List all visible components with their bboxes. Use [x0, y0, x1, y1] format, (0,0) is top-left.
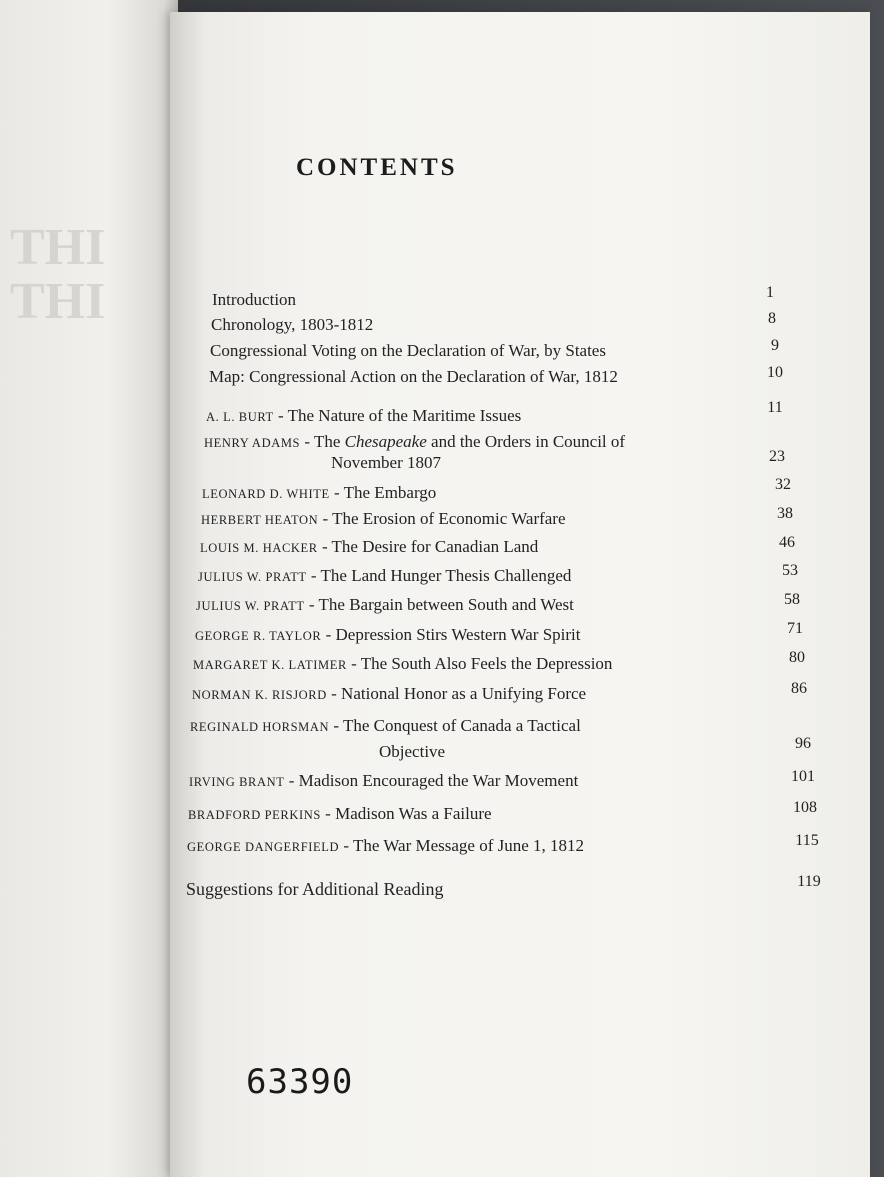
toc-page-number: 86	[791, 680, 807, 697]
toc-entry-title-italic: Chesapeake	[344, 432, 427, 451]
toc-page-number: 53	[782, 562, 798, 579]
toc-entry-title: Madison Encouraged the War Movement	[298, 771, 579, 790]
toc-author: MARGARET K. LATIMER	[193, 658, 347, 672]
toc-author: HENRY ADAMS	[204, 436, 301, 450]
toc-entry-title: Depression Stirs Western War Spirit	[335, 625, 581, 644]
toc-author: A. L. BURT	[206, 410, 274, 424]
page-title: CONTENTS	[296, 154, 458, 181]
toc-entry: JULIUS W. PRATT - The Land Hunger Thesis Challenged 53	[170, 566, 870, 594]
left-page	[0, 0, 178, 1177]
toc-entry	[170, 873, 870, 907]
toc-page-number: 8	[768, 310, 776, 327]
toc-entry-title: The Erosion of Economic Warfare	[332, 509, 566, 528]
toc-entry: HERBERT HEATON - The Erosion of Economic Warfare 38	[170, 509, 870, 537]
toc-author: GEORGE DANGERFIELD	[187, 840, 340, 854]
toc-page-number: 11	[767, 399, 783, 416]
toc-page-number: 32	[775, 476, 791, 493]
toc-entry-title-continued: November 1807	[331, 453, 442, 472]
toc-entry-title: The Desire for Canadian Land	[331, 537, 539, 556]
toc-page-number: 1	[766, 284, 774, 301]
bleed-through-text: THI	[10, 219, 106, 276]
toc-entry: REGINALD HORSMAN - The Conquest of Canada a Tactical Objective 96	[170, 716, 870, 766]
toc-page-number: 9	[771, 337, 779, 354]
toc-entry-title: Suggestions for Additional Reading	[186, 879, 444, 899]
toc-entry-title: The Land Hunger Thesis Challenged	[320, 566, 572, 585]
toc-entry-title: Introduction	[212, 290, 297, 309]
toc-author: BRADFORD PERKINS	[188, 808, 321, 822]
toc-entry: NORMAN K. RISJORD - National Honor as a Unifying Force 86	[170, 684, 870, 712]
toc-entry-title: The Bargain between South and West	[318, 595, 574, 614]
toc-entry-title: National Honor as a Unifying Force	[341, 684, 587, 703]
toc-entry-title: The Nature of the Maritime Issues	[287, 406, 522, 425]
contents-page	[170, 12, 870, 1177]
toc-entry-title: Congressional Voting on the Declaration of War, by States	[210, 341, 606, 360]
toc-author: GEORGE R. TAYLOR	[195, 629, 322, 643]
toc-entry: BRADFORD PERKINS - Madison Was a Failure 108	[170, 804, 870, 832]
toc-page-number: 96	[795, 735, 811, 752]
toc-author: IRVING BRANT	[189, 775, 285, 789]
toc-author: NORMAN K. RISJORD	[192, 688, 327, 702]
toc-author: REGINALD HORSMAN	[190, 720, 330, 734]
toc-entry-title: The South Also Feels the Depression	[360, 654, 613, 673]
toc-entry: MARGARET K. LATIMER - The South Also Feels the Depression 80	[170, 654, 870, 682]
toc-entry-title: The Embargo	[343, 483, 437, 502]
toc-page-number: 10	[767, 364, 783, 381]
toc-author: LOUIS M. HACKER	[200, 541, 318, 555]
toc-entry: JULIUS W. PRATT - The Bargain between South and West 58	[170, 595, 870, 623]
toc-entry-title: The Conquest of Canada a Tactical	[342, 716, 581, 735]
toc-entry: A. L. BURT - The Nature of the Maritime Issues 11	[170, 406, 870, 434]
toc-page-number: 23	[769, 448, 785, 465]
toc-page-number: 58	[784, 591, 800, 608]
bleed-through-text: THI	[10, 273, 106, 330]
toc-entry: LOUIS M. HACKER - The Desire for Canadian Land 46	[170, 537, 870, 565]
toc-entry-title-continued: Objective	[379, 742, 446, 761]
toc-entry: IRVING BRANT - Madison Encouraged the War Movement 101	[170, 771, 870, 799]
toc-entry	[170, 364, 870, 395]
toc-author: JULIUS W. PRATT	[196, 599, 305, 613]
toc-entry-title-end: and the Orders in Council of	[431, 432, 626, 451]
toc-entry-title-start: The	[313, 432, 341, 451]
toc-entry-title: Map: Congressional Action on the Declaration of War, 1812	[209, 367, 618, 386]
toc-entry-title: Madison Was a Failure	[335, 804, 492, 823]
toc-page-number: 71	[787, 620, 803, 637]
toc-page-number: 38	[777, 505, 793, 522]
toc-author: LEONARD D. WHITE	[202, 487, 330, 501]
toc-page-number: 101	[791, 768, 815, 785]
stamped-number: 63390	[246, 1062, 354, 1102]
toc-page-number: 115	[795, 832, 819, 849]
toc-entry: GEORGE DANGERFIELD - The War Message of June 1, 1812 115	[170, 836, 870, 864]
toc-entry-title: The War Message of June 1, 1812	[352, 836, 585, 855]
toc-page-number: 80	[789, 649, 805, 666]
toc-entry-title: Chronology, 1803-1812	[211, 315, 374, 334]
toc-author: HERBERT HEATON	[201, 513, 319, 527]
toc-page-number: 119	[797, 873, 821, 890]
toc-entry: GEORGE R. TAYLOR - Depression Stirs Western War Spirit 71	[170, 625, 870, 653]
toc-author: JULIUS W. PRATT	[198, 570, 307, 584]
toc-entry: LEONARD D. WHITE - The Embargo 32	[170, 483, 870, 511]
toc-page-number: 108	[793, 799, 817, 816]
toc-entry: HENRY ADAMS - The Chesapeake and the Orders in Council of November 1807 23	[170, 432, 870, 480]
toc-page-number: 46	[779, 534, 795, 551]
